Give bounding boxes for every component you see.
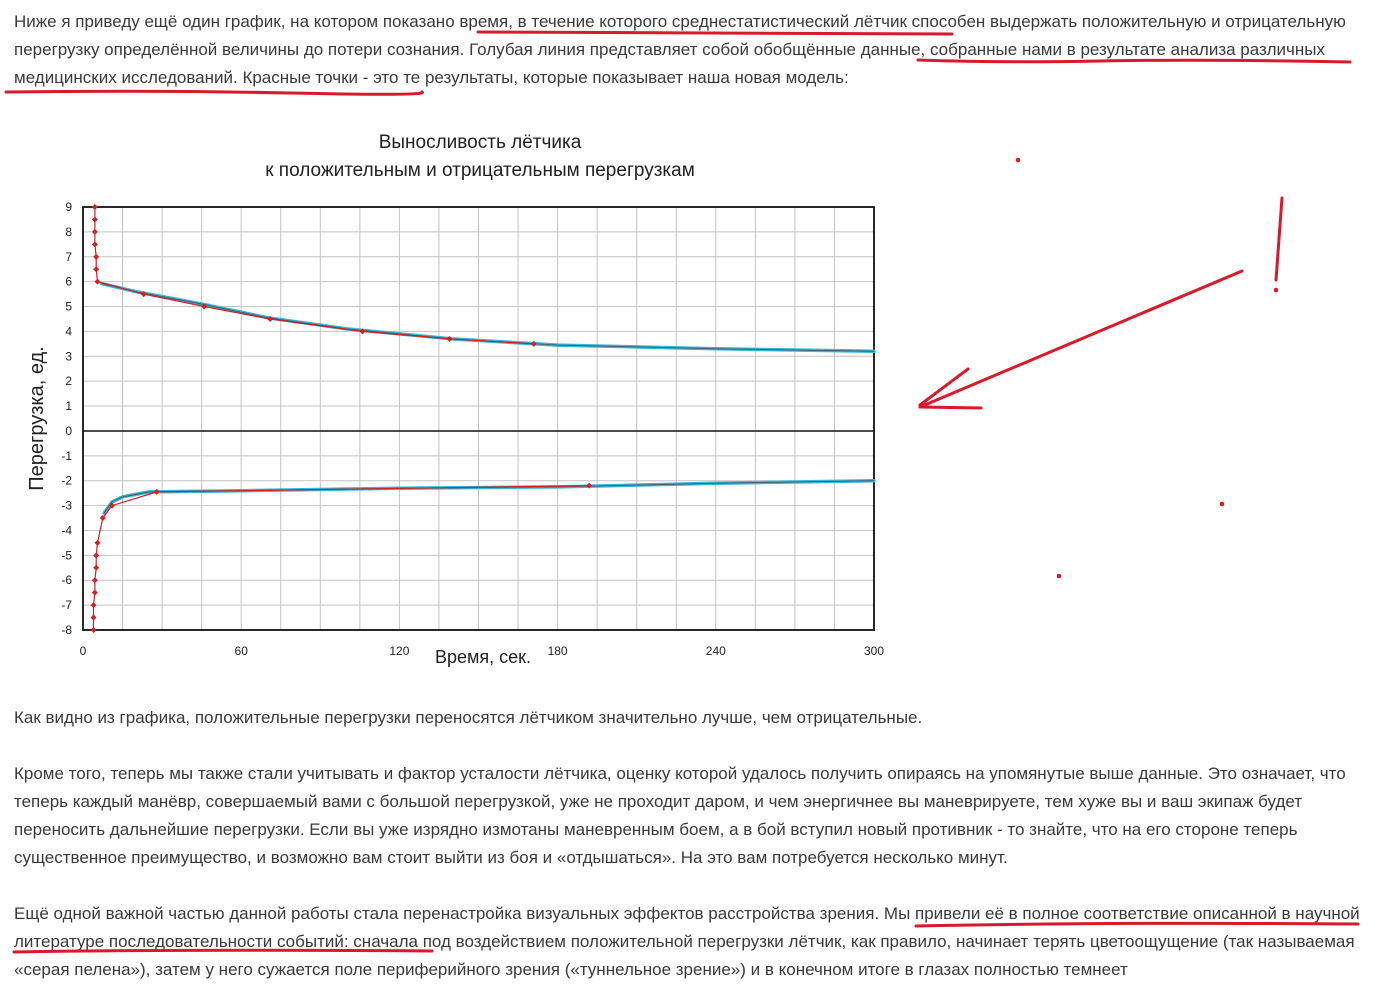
- data-point: [91, 627, 97, 633]
- y-tick-label: -5: [61, 548, 72, 563]
- data-point: [109, 503, 115, 509]
- y-tick-label: 6: [65, 274, 72, 289]
- data-point: [95, 540, 101, 546]
- x-tick-label: 0: [79, 644, 87, 658]
- data-point: [267, 316, 273, 322]
- exclamation-dot: [1274, 288, 1279, 293]
- ink-dot: [1016, 158, 1021, 163]
- y-tick-label: 7: [65, 249, 72, 264]
- data-point: [92, 204, 98, 210]
- data-point: [93, 552, 99, 558]
- vision-paragraph: Ещё одной важной частью данной работы стала перенастройка визуальных эффектов расстройства зрения. Мы привели её в полное соответствие описанной в научной литературе последовательности событий: сначала под воздействием положительной перегрузки лётчик, как правило, начинает терять цветоощущение (так называемая «серая пелена»), затем у него сужается поле периферийного зрения («туннельное зрение») и в конечном итоге в глазах полностью темнеет: [14, 904, 1360, 979]
- y-tick-label: -7: [61, 598, 72, 613]
- y-tick-label: 1: [65, 399, 72, 414]
- x-tick-label: 120: [389, 644, 410, 658]
- fatigue-paragraph: Кроме того, теперь мы также стали учитывать и фактор усталости лётчика, оценку которой удалось получить опираясь на упомянутые выше данные. Это означает, что теперь каждый манёвр, совершаемый вами с большой перегрузкой, уже не проходит даром, и чем энергичнее вы маневрируете, тем хуже вы и ваш экипаж будет переносить дальнейшие перегрузки. Если вы уже изрядно измотаны маневренным боем, а в бой вступил новый противник - то знайте, что на его стороне теперь существенное преимущество, и возможно вам стоит выйти из боя и «отдышаться». На это вам потребуется несколько минут.: [14, 764, 1346, 867]
- data-point: [93, 266, 99, 272]
- arrow-head-lower: [920, 407, 981, 408]
- y-tick-label: 0: [65, 423, 72, 438]
- y-tick-label: 3: [65, 349, 72, 364]
- arrow-shaft: [920, 271, 1242, 407]
- data-point: [92, 577, 98, 583]
- ink-dot: [1220, 502, 1225, 507]
- model-line: [102, 284, 875, 352]
- data-point: [92, 590, 98, 596]
- data-point: [92, 216, 98, 222]
- data-point: [154, 489, 160, 495]
- model-line: [104, 481, 874, 513]
- intro-paragraph: Ниже я приведу ещё один график, на котором показано время, в течение которого среднестатистический лётчик способен выдержать положительную и отрицательную перегрузку определённой величины до потери сознания. Голубая линия представляет собой обобщённые данные, собранные нами в результате анализа различных медицинских исследований. Красные точки - это те результаты, которые показывает наша новая модель:: [14, 12, 1346, 87]
- x-tick-label: 60: [234, 644, 248, 658]
- data-point: [91, 615, 97, 621]
- y-tick-label: -6: [61, 573, 72, 588]
- y-tick-label: -4: [61, 523, 72, 538]
- data-point: [586, 483, 592, 489]
- y-tick-label: 8: [65, 224, 72, 239]
- data-point: [100, 515, 106, 521]
- conclusion-paragraph: Как видно из графика, положительные перегрузки переносятся лётчиком значительно лучше, чем отрицательные.: [14, 708, 923, 727]
- data-line-blue: [102, 284, 875, 352]
- x-tick-label: 180: [547, 644, 568, 658]
- y-tick-label: 5: [65, 299, 72, 314]
- data-point: [92, 241, 98, 247]
- data-point: [91, 602, 97, 608]
- data-point: [92, 229, 98, 235]
- exclamation-text: !: [1276, 290, 1277, 291]
- y-tick-label: -1: [61, 448, 72, 463]
- data-line-blue: [104, 481, 874, 513]
- data-point: [531, 341, 537, 347]
- model-connector: [95, 207, 534, 344]
- arrow-head-upper: [920, 369, 968, 405]
- x-axis-label: Время, сек.: [434, 647, 532, 667]
- data-point: [446, 336, 452, 342]
- y-tick-label: 9: [65, 200, 72, 214]
- x-tick-label: 300: [863, 644, 885, 658]
- chart-title: Выносливость лётчика: [378, 132, 582, 153]
- y-tick-label: -3: [61, 498, 72, 513]
- y-tick-label: -2: [61, 473, 72, 488]
- y-axis-label: Перегрузка, ед.: [26, 346, 48, 491]
- y-tick-label: -8: [61, 623, 72, 637]
- plot-frame: [83, 207, 874, 630]
- x-tick-label: 240: [705, 644, 726, 658]
- data-point: [95, 279, 101, 285]
- data-point: [359, 328, 365, 334]
- y-tick-label: 2: [65, 374, 72, 389]
- ink-dot: [1057, 574, 1062, 579]
- data-point: [93, 565, 99, 571]
- data-point: [93, 254, 99, 260]
- data-point: [201, 304, 207, 310]
- chart-subtitle: к положительным и отрицательным перегрузкам: [265, 160, 695, 181]
- model-connector: [94, 486, 590, 630]
- data-point: [141, 291, 147, 297]
- exclamation-stroke: [1276, 198, 1282, 280]
- y-tick-label: 4: [65, 324, 72, 339]
